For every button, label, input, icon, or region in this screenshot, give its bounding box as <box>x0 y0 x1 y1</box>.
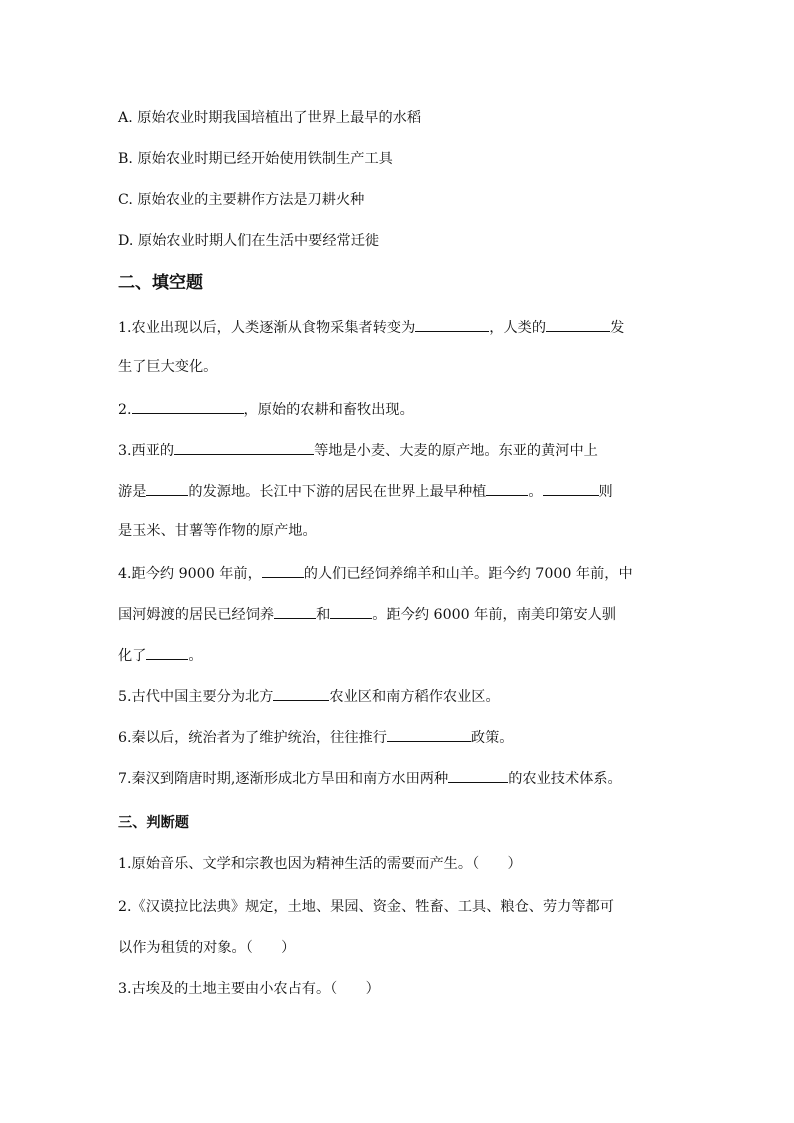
answer-blank <box>174 439 314 455</box>
answer-blank <box>146 480 188 496</box>
text: 3.西亚的 <box>118 443 175 459</box>
text: 国河姆渡的居民已经饲养 <box>118 607 275 623</box>
fill-q4-line1 <box>118 562 633 584</box>
text: 的农业技术体系。 <box>508 771 622 787</box>
section-title-true-false: 三、判断题 <box>118 815 189 831</box>
text: 5.古代中国主要分为北方 <box>118 689 274 705</box>
answer-blank <box>273 685 329 701</box>
fill-q7 <box>118 767 622 789</box>
answer-blank <box>415 316 489 332</box>
judge-q2-line1: 2.《汉谟拉比法典》规定，土地、果园、资金、牲畜、工具、粮仓、劳力等都可 <box>118 899 614 915</box>
text: 6.秦以后，统治者为了维护统治，往往推行 <box>118 730 387 746</box>
answer-blank <box>387 726 471 742</box>
option-b: B. 原始农业时期已经开始使用铁制生产工具 <box>118 151 393 167</box>
option-c: C. 原始农业的主要耕作方法是刀耕火种 <box>118 192 365 208</box>
text: 农业区和南方稻作农业区。 <box>329 689 500 705</box>
judge-q1: 1.原始音乐、文学和宗教也因为精神生活的需要而产生。（ ） <box>118 856 522 872</box>
fill-q4-line2 <box>118 603 616 625</box>
fill-q1-line2: 生了巨大变化。 <box>118 359 218 375</box>
text: 2. <box>118 402 132 418</box>
option-a: A. 原始农业时期我国培植出了世界上最早的水稻 <box>118 110 422 126</box>
option-d: D. 原始农业时期人们在生活中要经常迁徙 <box>118 233 380 249</box>
answer-blank <box>132 398 244 414</box>
text: 化了 <box>118 648 147 664</box>
text: 等地是小麦、大麦的原产地。东亚的黄河中上 <box>314 443 598 459</box>
judge-q2-line2: 以作为租赁的对象。（ ） <box>118 940 296 956</box>
answer-blank <box>448 767 508 783</box>
answer-blank <box>546 316 610 332</box>
text: ，人类的 <box>489 320 547 336</box>
text: 1.农业出现以后，人类逐渐从食物采集者转变为 <box>118 320 416 336</box>
text: 的发源地。长江中下游的居民在世界上最早种植 <box>188 484 487 500</box>
text: 政策。 <box>470 730 514 746</box>
text: 发 <box>610 320 625 336</box>
text: 7.秦汉到隋唐时期,逐渐形成北方旱田和南方水田两种 <box>118 771 449 787</box>
text: 4.距今约 9000 年前， <box>118 566 262 582</box>
answer-blank <box>274 603 316 619</box>
answer-blank <box>543 480 599 496</box>
text: ，原始的农耕和畜牧出现。 <box>243 402 414 418</box>
section-title-fill-in: 二、填空题 <box>118 273 203 293</box>
fill-q2 <box>118 398 414 420</box>
text: 和 <box>316 607 331 623</box>
answer-blank <box>486 480 528 496</box>
fill-q3-line3: 是玉米、甘薯等作物的原产地。 <box>118 523 317 539</box>
text: 游是 <box>118 484 147 500</box>
text: 。距今约 6000 年前，南美印第安人驯 <box>372 607 617 623</box>
text: 的人们已经饲养绵羊和山羊。距今约 7000 年前，中 <box>303 566 633 582</box>
judge-q3: 3.古埃及的土地主要由小农占有。（ ） <box>118 981 380 997</box>
fill-q6 <box>118 726 514 748</box>
fill-q3-line1 <box>118 439 598 461</box>
answer-blank <box>146 644 188 660</box>
answer-blank <box>330 603 372 619</box>
text: 。 <box>188 648 203 664</box>
fill-q5 <box>118 685 500 707</box>
text: 则 <box>598 484 613 500</box>
text: 。 <box>528 484 543 500</box>
answer-blank <box>262 562 304 578</box>
fill-q1-line1 <box>118 316 624 338</box>
fill-q4-line3 <box>118 644 203 666</box>
fill-q3-line2 <box>118 480 613 502</box>
